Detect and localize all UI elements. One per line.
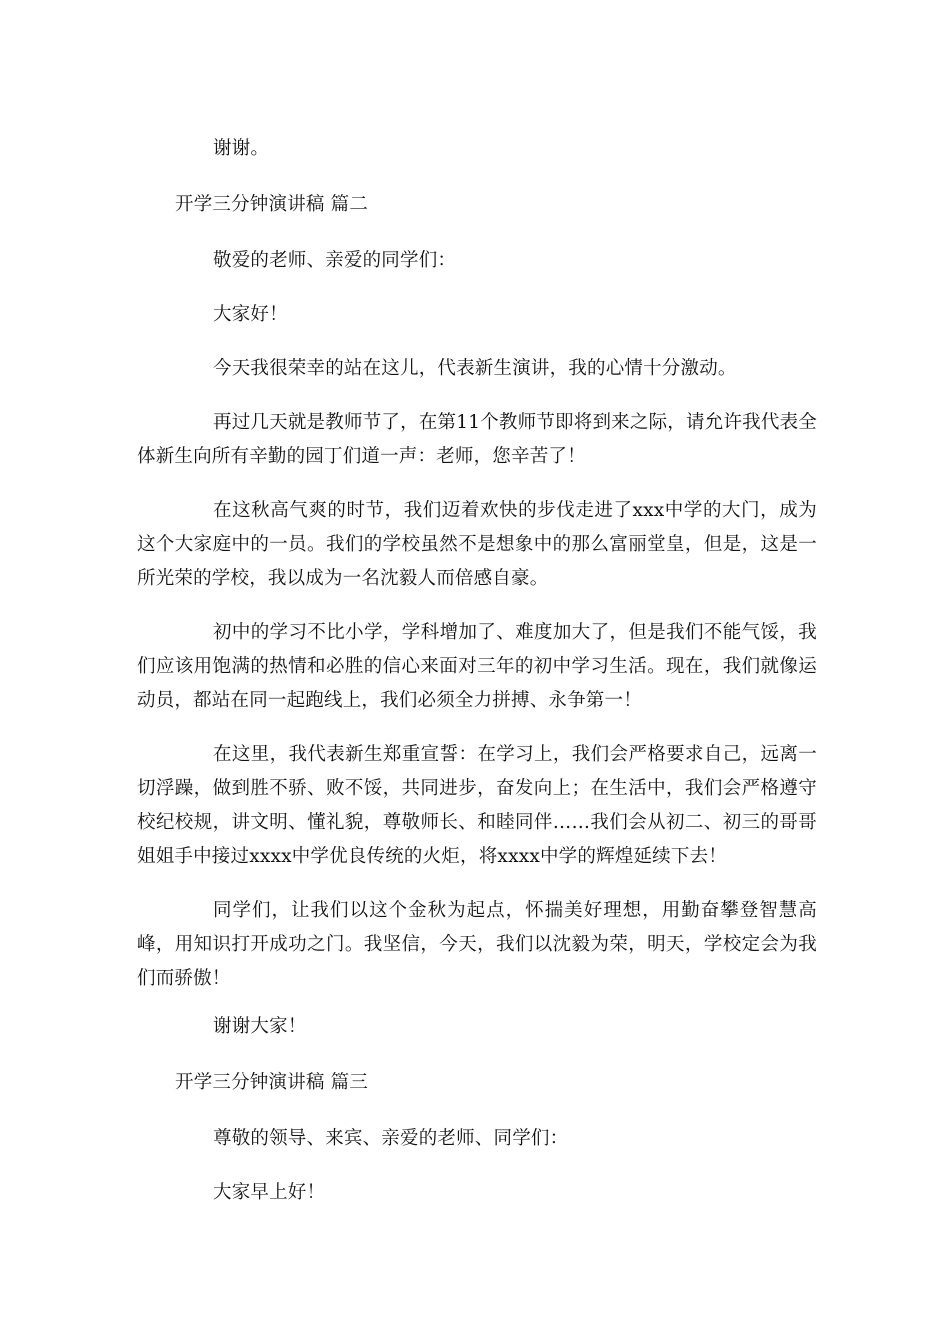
paragraph-closing: 同学们，让我们以这个金秋为起点，怀揣美好理想，用勤奋攀登智慧高峰，用知识打开成功之门。我坚信，今天，我们以沈毅为荣，明天，学校定会为我们而骄傲！ <box>137 900 817 989</box>
paragraph-teachers-day: 再过几天就是教师节了，在第11个教师节即将到来之际，请允许我代表全体新生向所有辛勤的园丁们道一声：老师，您辛苦了！ <box>137 412 817 467</box>
paragraph-school: 在这秋高气爽的时节，我们迈着欢快的步伐走进了xxx中学的大门，成为这个大家庭中的一员。我们的学校虽然不是想象中的那么富丽堂皇，但是，这是一所光荣的学校，我以成为一名沈毅人而倍感自豪。 <box>137 500 817 589</box>
salutation-3: 尊敬的领导、来宾、亲爱的老师、同学们： <box>213 1128 569 1149</box>
salutation: 敬爱的老师、亲爱的同学们： <box>213 250 457 271</box>
paragraph-intro: 今天我很荣幸的站在这儿，代表新生演讲，我的心情十分激动。 <box>213 358 737 379</box>
section-heading-2: 开学三分钟演讲稿 篇二 <box>175 194 369 215</box>
greeting-3: 大家早上好！ <box>213 1182 326 1203</box>
thanks-everyone: 谢谢大家！ <box>213 1016 307 1037</box>
closing-thanks: 谢谢。 <box>213 138 270 159</box>
greeting: 大家好！ <box>213 304 288 325</box>
paragraph-oath: 在这里，我代表新生郑重宣誓：在学习上，我们会严格要求自己，远离一切浮躁，做到胜不骄、败不馁，共同进步，奋发向上；在生活中，我们会严格遵守校纪校规，讲文明、懂礼貌，尊敬师长、和睦同伴……我们会从初二、初三的哥哥姐姐手中接过xxxx中学优良传统的火炬，将xxxx中学的辉煌延续下去！ <box>137 744 817 867</box>
paragraph-study: 初中的学习不比小学，学科增加了、难度加大了，但是我们不能气馁，我们应该用饱满的热情和必胜的信心来面对三年的初中学习生活。现在，我们就像运动员，都站在同一起跑线上，我们必须全力拼搏、永争第一！ <box>137 622 817 711</box>
section-heading-3: 开学三分钟演讲稿 篇三 <box>175 1072 369 1093</box>
